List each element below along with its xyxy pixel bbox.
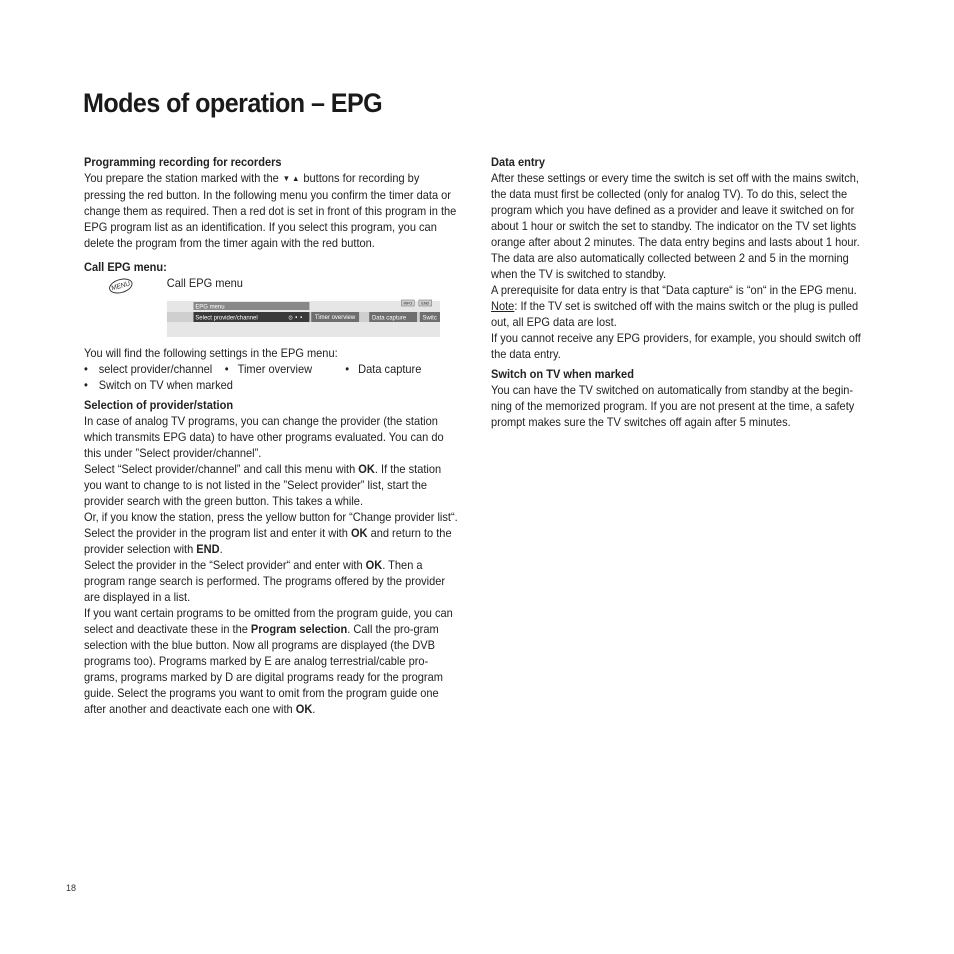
- osd-title: EPG menu: [195, 303, 225, 311]
- page-title: Modes of operation – EPG: [83, 88, 383, 118]
- info-key-label: INFO: [403, 301, 413, 306]
- provider-paragraph-4: Select the provider in the “Select provider“ and enter with OK. Then a program range search is performed. The programs offered by the provider are displayed in a list.: [84, 558, 446, 604]
- settings-item: • Switch on TV when marked: [84, 378, 233, 392]
- data-entry-note: Note: If the TV set is switched off with the mains switch or the plug is pulled out, all EPG data are lost.: [491, 299, 859, 329]
- epg-menu-screenshot: [167, 297, 440, 337]
- switch-on-paragraph: You can have the TV switched on automatically from standby at the begin-ning of the memorized program. If you are not present at the time, a safety prompt makes sure the TV switches off again after 5 minutes.: [491, 383, 855, 429]
- settings-item: • Data capture: [345, 362, 422, 376]
- call-menu-heading: Call EPG menu:: [84, 260, 167, 274]
- recording-heading: Programming recording for recorders: [84, 155, 282, 169]
- osd-selected-label: Select provider/channel: [195, 314, 258, 322]
- data-entry-paragraph-3: If you cannot receive any EPG providers, for example, you should switch off the data entry.: [491, 331, 861, 361]
- menu-button-icon: MENU: [108, 276, 134, 296]
- data-entry-paragraph-1: After these settings or every time the switch is set off with the mains switch, the data must first be collected (only for analog TV). To do this, select the program which you have defined as a provider and leave it switched on for about 1 hour or switch the set to standby. The indicator on the TV set lights orange after about 2 minutes. The data entry begins and lasts about 1 hour. The data are also automatically collected between 2 and 5 in the morning when the TV is switched to standby.: [491, 171, 860, 281]
- settings-intro: You will find the following settings in the EPG menu:: [84, 346, 338, 360]
- end-key-label: END: [421, 301, 430, 306]
- osd-item-switch-label: Switc: [422, 314, 437, 322]
- provider-paragraph-5: If you want certain programs to be omitted from the program guide, you can select and deactivate these in the Program selection. Call the pro-gram selection with the blue button. Now all programs are displayed (the DVB programs too). Programs marked by E are analog terrestrial/cable pro-grams, programs marked by D are digital programs ready for the program guide. Select the programs you want to omit from the program guide one after another and deactivate each one with OK.: [84, 606, 453, 716]
- provider-paragraph-1: In case of analog TV programs, you can change the provider (the station which transmits EPG data) to have other programs evaluated. You can do this under ”Select provider/channel”.: [84, 414, 444, 460]
- provider-heading: Selection of provider/station: [84, 398, 234, 412]
- down-up-arrow-icon: ▼ ▲: [282, 174, 300, 183]
- settings-item: • Timer overview: [224, 362, 313, 376]
- provider-paragraph-3: Or, if you know the station, press the yellow button for “Change provider list“. Select the provider in the program list and enter it with OK and return to the provider selection with END.: [84, 510, 458, 556]
- left-column: [84, 154, 459, 717]
- settings-item: • select provider/channel: [84, 362, 213, 376]
- osd-nav-icon: ⊙ • •: [288, 315, 303, 322]
- recording-text: You prepare the station marked with the ▼ ▲ buttons for recording by pressing the red button. In the following menu you confirm the timer data or change them as required. Then a red dot is set in front of this program in the EPG program list as an identification. If you select this program, you can delete the program from the timer again with the red button.: [84, 171, 457, 250]
- call-menu-caption: Call EPG menu: [166, 276, 243, 290]
- right-column: [491, 154, 868, 430]
- data-entry-paragraph-2: A prerequisite for data entry is that “Data capture“ is “on“ in the EPG menu.: [491, 283, 857, 297]
- data-entry-heading: Data entry: [491, 155, 545, 169]
- switch-on-heading: Switch on TV when marked: [491, 367, 634, 381]
- osd-item-timer-label: Timer overview: [314, 313, 356, 322]
- osd-item-capture-label: Data capture: [371, 314, 407, 322]
- settings-list: [84, 361, 459, 393]
- page-number: 18: [66, 883, 77, 893]
- provider-paragraph-2: Select “Select provider/channel” and call this menu with OK. If the station you want to change to is not listed in the ”Select provider” list, start the provider search with the green button. This takes a while.: [84, 462, 442, 508]
